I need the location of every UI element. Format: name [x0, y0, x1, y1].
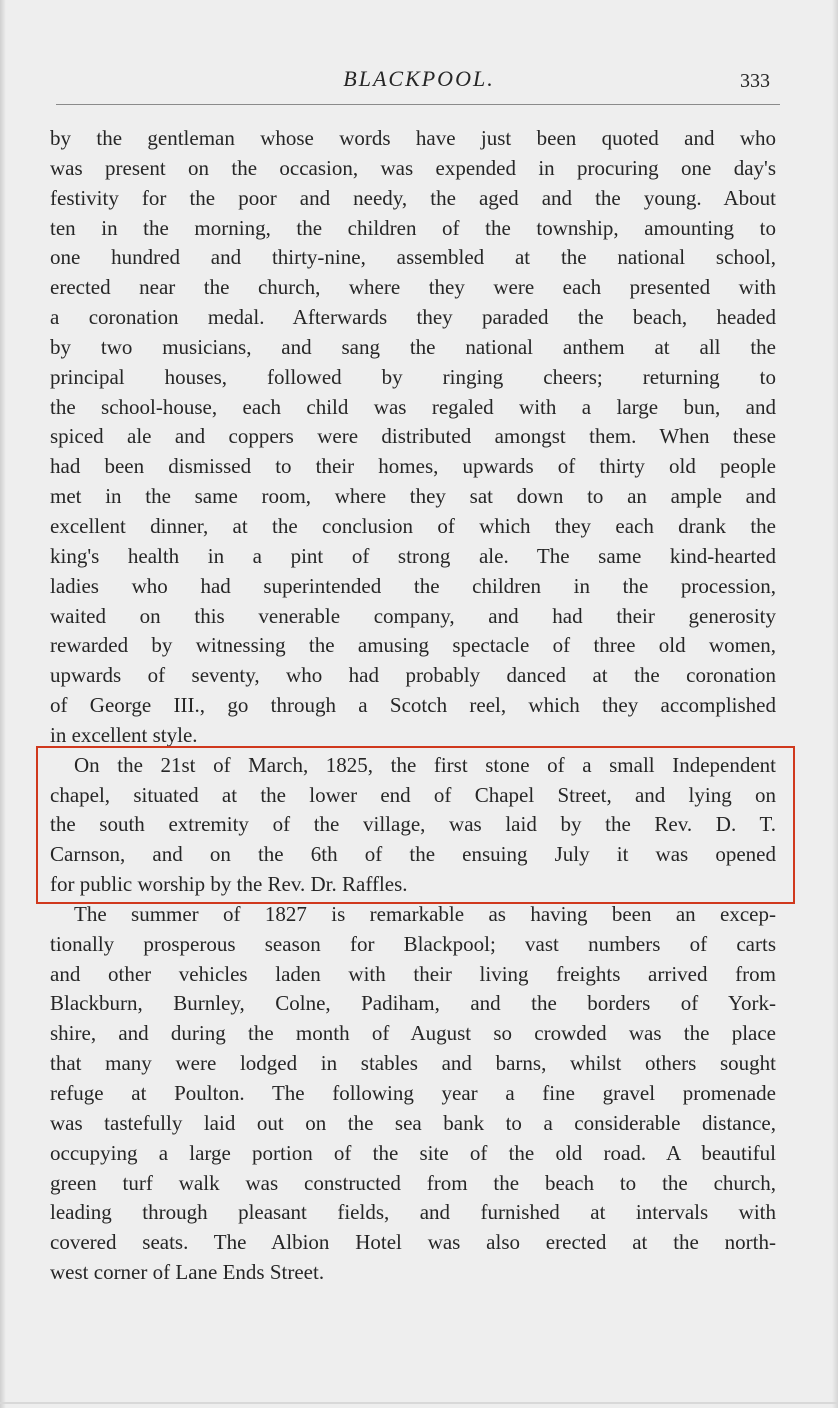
text-line: met in the same room, where they sat down to an ample and: [50, 484, 776, 509]
text-line: had been dismissed to their homes, upwards of thirty old people: [50, 454, 776, 479]
text-line: of George III., go through a Scotch reel, which they accomplished: [50, 693, 776, 718]
paragraph: [50, 900, 776, 1288]
text-line: by the gentleman whose words have just been quoted and who: [50, 126, 776, 150]
text-line: ten in the morning, the children of the township, amounting to: [50, 215, 776, 240]
highlight-box: [36, 746, 795, 904]
text-line: On the 21st of March, 1825, the first stone of a small Independent: [74, 752, 776, 777]
text-line: spiced ale and coppers were distributed amongst them. When these: [50, 424, 776, 449]
text-line: one hundred and thirty-nine, assembled at the national school,: [50, 245, 776, 270]
text-line: covered seats. The Albion Hotel was also erected at the north-: [50, 1230, 776, 1255]
text-line: for public worship by the Rev. Dr. Raffles.: [50, 872, 408, 897]
text-line: green turf walk was constructed from the beach to the church,: [50, 1170, 776, 1195]
text-line: was tastefully laid out on the sea bank to a considerable distance,: [50, 1110, 776, 1135]
text-line: in excellent style.: [50, 722, 198, 747]
text-line: Carnson, and on the 6th of the ensuing July it was opened: [50, 842, 776, 867]
page-left-edge: [0, 0, 6, 1408]
text-line: occupying a large portion of the site of the old road. A beautiful: [50, 1140, 776, 1165]
page-number: 333: [740, 70, 770, 92]
body-text: [50, 124, 776, 1288]
text-line: festivity for the poor and needy, the aged and the young. About: [50, 185, 776, 210]
text-line: by two musicians, and sang the national anthem at all the: [50, 334, 776, 359]
text-line: ladies who had superintended the children in the procession,: [50, 573, 776, 598]
text-line: The summer of 1827 is remarkable as having been an excep-: [74, 901, 776, 926]
text-line: tionally prosperous season for Blackpool; vast numbers of carts: [50, 931, 776, 956]
running-header-title: BLACKPOOL.: [343, 66, 495, 91]
text-line: a coronation medal. Afterwards they paraded the beach, headed: [50, 305, 776, 330]
text-line: excellent dinner, at the conclusion of which they each drank the: [50, 513, 776, 538]
text-line: king's health in a pint of strong ale. The same kind-hearted: [50, 543, 776, 568]
text-line: chapel, situated at the lower end of Chapel Street, and lying on: [50, 782, 776, 807]
text-line: was present on the occasion, was expended in procuring one day's: [50, 155, 776, 180]
text-line: Blackburn, Burnley, Colne, Padiham, and the borders of York-: [50, 991, 776, 1016]
text-line: and other vehicles laden with their living freights arrived from: [50, 961, 776, 986]
text-line: shire, and during the month of August so crowded was the place: [50, 1021, 776, 1046]
text-line: that many were lodged in stables and barns, whilst others sought: [50, 1051, 776, 1076]
page-right-edge: [832, 0, 838, 1408]
text-line: west corner of Lane Ends Street.: [50, 1260, 325, 1285]
page-bottom-edge: [0, 1402, 838, 1404]
text-line: principal houses, followed by ringing cheers; returning to: [50, 364, 776, 389]
text-line: the school-house, each child was regaled with a large bun, and: [50, 394, 776, 419]
paragraph: [50, 124, 776, 751]
text-line: rewarded by witnessing the amusing spectacle of three old women,: [50, 633, 776, 658]
text-line: leading through pleasant fields, and furnished at intervals with: [50, 1200, 776, 1225]
header-rule: [56, 104, 780, 105]
text-line: refuge at Poulton. The following year a fine gravel promenade: [50, 1081, 776, 1105]
text-line: erected near the church, where they were each presented with: [50, 275, 776, 300]
text-line: waited on this venerable company, and had their generosity: [50, 603, 776, 628]
text-line: the south extremity of the village, was laid by the Rev. D. T.: [50, 812, 776, 837]
text-line: upwards of seventy, who had probably danced at the coronation: [50, 663, 776, 688]
